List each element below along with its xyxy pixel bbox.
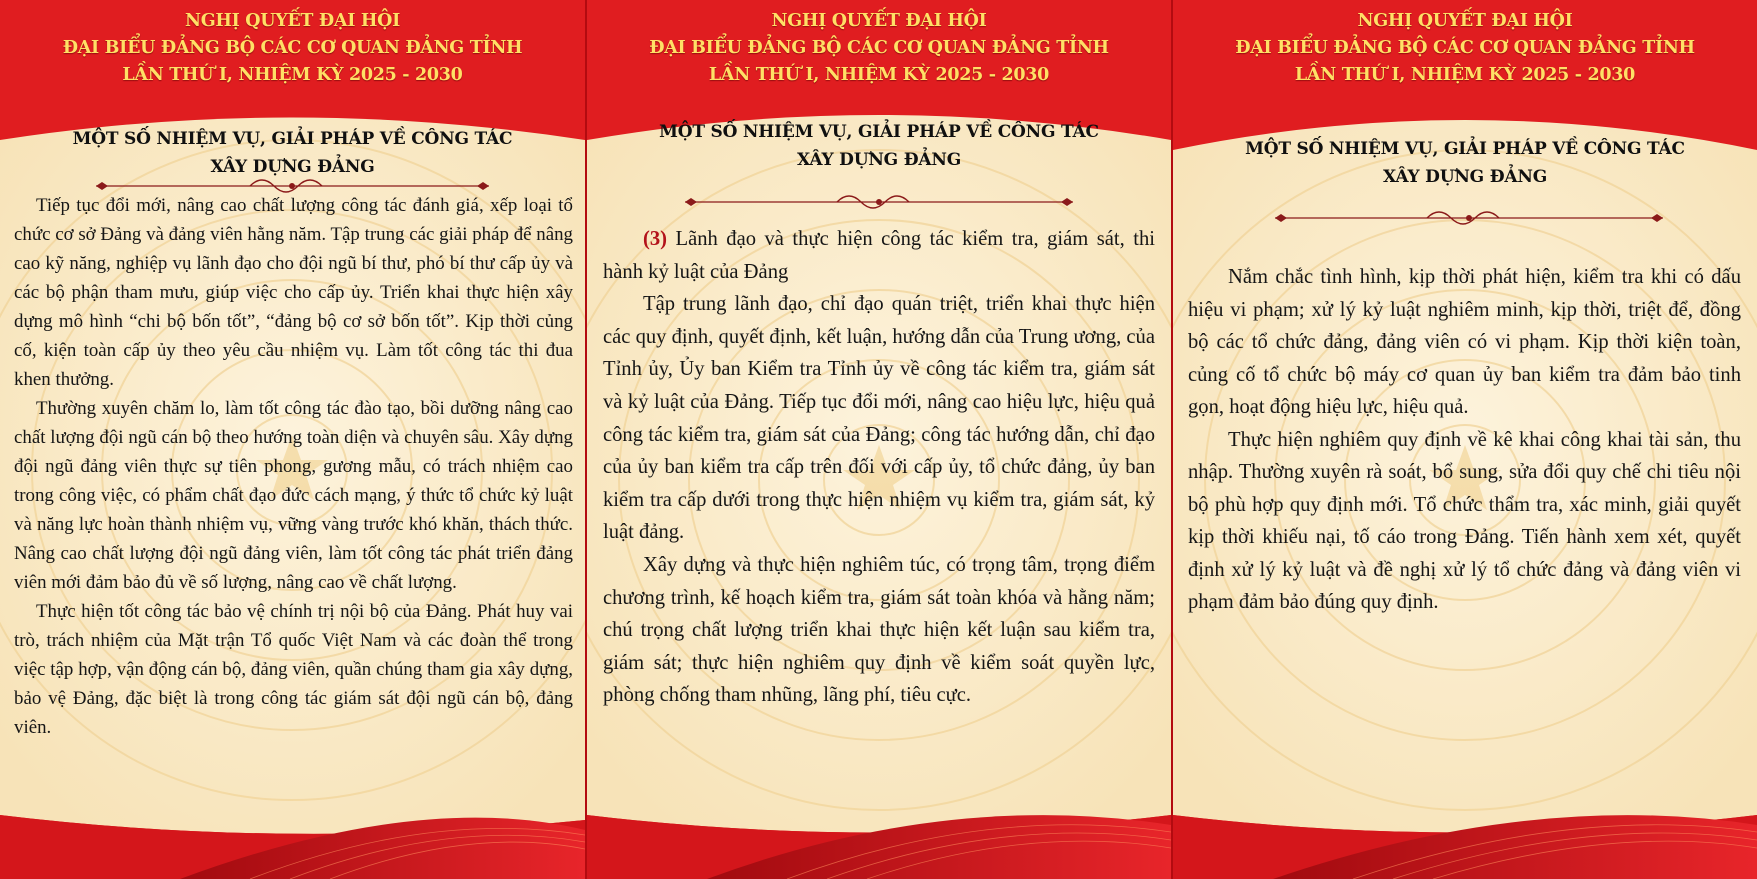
section-title [1173, 135, 1757, 191]
paragraph: Xây dựng và thực hiện nghiêm túc, có trọng tâm, trọng điểm chương trình, kế hoạch kiểm tra, giám sát toàn khóa và hằng năm; chú trọng chất lượng triển khai thực hiện kết luận sau kiểm tra, giám sát; thực hiện nghiêm quy định về kiểm soát quyền lực, phòng chống tham nhũng, lãng phí, tiêu cực. [603, 553, 1155, 707]
section-title-line-2: XÂY DỰNG ĐẢNG [1382, 167, 1548, 187]
header-line-2: ĐẠI BIỂU ĐẢNG BỘ CÁC CƠ QUAN ĐẢNG TỈNH [1235, 38, 1695, 58]
header-line-3: LẦN THỨ I, NHIỆM KỲ 2025 - 2030 [122, 65, 463, 85]
header-line-3: LẦN THỨ I, NHIỆM KỲ 2025 - 2030 [708, 65, 1050, 85]
section-title [0, 125, 585, 181]
section-title-line-1: MỘT SỐ NHIỆM VỤ, GIẢI PHÁP VỀ CÔNG TÁC [1245, 139, 1685, 159]
header-line-1: NGHỊ QUYẾT ĐẠI HỘI [1357, 11, 1573, 31]
paragraph: Thực hiện nghiêm quy định về kê khai công khai tài sản, thu nhập. Thường xuyên rà soát, bổ sung, sửa đổi quy chế chi tiêu nội bộ phù hợp quy định mới. Tổ chức thẩm tra, xác minh, giải quyết kịp thời khiếu nại, tố cáo trong Đảng. Tiến hành xem xét, quyết định xử lý kỷ luật và đề nghị xử lý tổ chức đảng và đảng viên vi phạm đảm bảo đúng quy định. [1188, 428, 1741, 613]
section-title-line-2: XÂY DỰNG ĐẢNG [796, 150, 962, 170]
paragraph: Thực hiện tốt công tác bảo vệ chính trị nội bộ của Đảng. Phát huy vai trò, trách nhiệm của Mặt trận Tổ quốc Việt Nam và các đoàn thể trong việc tập hợp, vận động cán bộ, đảng viên, quần chúng tham gia xây dựng, bảo vệ Đảng, đặc biệt là trong công tác giám sát đội ngũ cán bộ, đảng viên. [14, 601, 573, 738]
resolution-header [587, 8, 1171, 89]
section-title-line-2: XÂY DỰNG ĐẢNG [210, 157, 375, 177]
section-title [587, 118, 1171, 174]
item-title: Lãnh đạo và thực hiện công tác kiểm tra, giám sát, thi hành kỷ luật của Đảng [603, 228, 1155, 283]
paragraph: Thường xuyên chăm lo, làm tốt công tác đào tạo, bồi dưỡng nâng cao chất lượng đội ngũ cán bộ theo hướng toàn diện và chuyên sâu. Xây dựng đội ngũ đảng viên thực sự tiên phong, gương mẫu, có trách nhiệm cao trong công việc, có phẩm chất đạo đức cách mạng, ý thức tổ chức kỷ luật và năng lực hoàn thành nhiệm vụ, vững vàng trước khó khăn, thách thức. Nâng cao chất lượng đội ngũ đảng viên, làm tốt công tác phát triển đảng viên mới đảm bảo đủ về số lượng, nâng cao về chất lượng. [14, 398, 573, 593]
paragraph: Tập trung lãnh đạo, chỉ đạo quán triệt, triển khai thực hiện các quy định, quyết định, kết luận, hướng dẫn của Trung ương, của Tỉnh ủy, Ủy ban Kiểm tra Tỉnh ủy về công tác kiểm tra, giám sát và kỷ luật của Đảng. Tiếp tục đổi mới, nâng cao hiệu lực, hiệu quả công tác kiểm tra, giám sát của Đảng; công tác hướng dẫn, chỉ đạo của ủy ban kiểm tra cấp trên đối với cấp ủy, tổ chức đảng, ủy ban kiểm tra cấp dưới trong thực hiện nhiệm vụ kiểm tra, giám sát, kỷ luật đảng. [603, 293, 1155, 544]
header-line-1: NGHỊ QUYẾT ĐẠI HỘI [185, 11, 400, 31]
divider-ornament [679, 194, 1079, 210]
section-title-line-1: MỘT SỐ NHIỆM VỤ, GIẢI PHÁP VỀ CÔNG TÁC [72, 129, 513, 149]
item-number: (3) [643, 228, 668, 250]
article-text [603, 223, 1155, 712]
divider-ornament [1269, 210, 1669, 226]
header-line-1: NGHỊ QUYẾT ĐẠI HỘI [771, 11, 987, 31]
section-title-line-1: MỘT SỐ NHIỆM VỤ, GIẢI PHÁP VỀ CÔNG TÁC [659, 122, 1099, 142]
header-line-3: LẦN THỨ I, NHIỆM KỲ 2025 - 2030 [1294, 65, 1636, 85]
paragraph: Tiếp tục đổi mới, nâng cao chất lượng công tác đánh giá, xếp loại tổ chức cơ sở Đảng và đảng viên hằng năm. Tập trung các giải pháp để nâng cao kỹ năng, nghiệp vụ lãnh đạo cho đội ngũ bí thư, phó bí thư cấp ủy và các bộ phận tham mưu, giúp việc cho cấp ủy. Triển khai thực hiện xây dựng mô hình “chi bộ bốn tốt”, “đảng bộ cơ sở bốn tốt”. Kịp thời củng cố, kiện toàn cấp ủy theo yêu cầu nhiệm vụ. Làm tốt công tác thi đua khen thưởng. [14, 195, 573, 390]
paragraph: Nắm chắc tình hình, kịp thời phát hiện, kiểm tra khi có dấu hiệu vi phạm; xử lý kỷ luật nghiêm minh, kịp thời, triệt để, đồng bộ các tổ chức đảng, đảng viên có vi phạm. Kịp thời kiện toàn, củng cố tổ chức bộ máy cơ quan ủy ban kiểm tra đảm bảo tinh gọn, hoạt động hiệu lực, hiệu quả. [1188, 266, 1741, 418]
poster-panel-2 [587, 0, 1171, 879]
article-text [1188, 261, 1741, 619]
header-line-2: ĐẠI BIỂU ĐẢNG BỘ CÁC CƠ QUAN ĐẢNG TỈNH [62, 38, 523, 58]
poster-panel-3 [1173, 0, 1757, 879]
poster-panel-1 [0, 0, 585, 879]
resolution-header [1173, 8, 1757, 89]
item-heading [603, 223, 1155, 288]
resolution-header [0, 8, 585, 89]
header-line-2: ĐẠI BIỂU ĐẢNG BỘ CÁC CƠ QUAN ĐẢNG TỈNH [649, 38, 1109, 58]
article-text [14, 191, 573, 742]
